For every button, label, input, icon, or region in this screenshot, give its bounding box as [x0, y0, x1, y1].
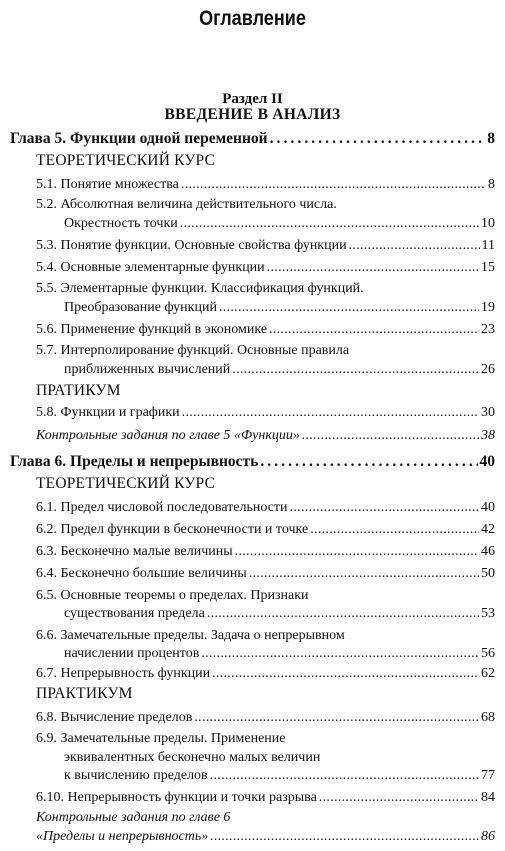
leader-dots: [194, 710, 479, 726]
leader-dots: [210, 768, 479, 784]
leader-dots: [207, 606, 479, 622]
entry-title: 6.3. Бесконечно малые величины: [36, 544, 233, 559]
toc-entry-6-7[interactable]: [36, 666, 495, 682]
toc-heading: Оглавление: [199, 7, 306, 30]
page-number: 23: [481, 322, 495, 337]
toc-entry-5-7-line1: 5.7. Интерполирование функций. Основные правила: [36, 343, 350, 358]
leader-dots: [267, 260, 479, 276]
toc-entry-5-6[interactable]: [36, 322, 495, 338]
entry-title: Преобразование функций: [64, 300, 217, 315]
entry-title: 5.4. Основные элементарные функции: [36, 260, 265, 275]
page-number: 10: [481, 216, 495, 231]
leader-dots: [290, 500, 479, 516]
chapter-title: Глава 6. Пределы и непрерывность: [10, 453, 259, 470]
entry-title: 5.1. Понятие множества: [36, 177, 179, 192]
toc-entry-5-2[interactable]: [64, 216, 495, 232]
leader-dots: [210, 829, 479, 845]
leader-dots: [201, 646, 479, 662]
entry-title: 5.8. Функции и графики: [36, 405, 180, 420]
toc-entry-control-6-line1: Контрольные задания по главе 6: [36, 810, 231, 825]
toc-entry-5-5[interactable]: [64, 300, 495, 316]
theory-label: ТЕОРЕТИЧЕСКИЙ КУРС: [36, 475, 216, 492]
toc-entry-control-5[interactable]: [36, 428, 495, 444]
page-number: 15: [481, 260, 495, 275]
section-label: Раздел II: [222, 91, 283, 107]
chapter-title: Глава 5. Функции одной переменной: [10, 130, 268, 147]
leader-dots: [269, 322, 479, 338]
toc-entry-6-6-line1: 6.6. Замечательные пределы. Задача о непрерывном: [36, 628, 345, 643]
entry-title: существования предела: [64, 606, 205, 621]
entry-title: приближенных вычислений: [64, 362, 231, 377]
toc-entry-6-9-line2: эквивалентных бесконечно малых величин: [64, 750, 321, 765]
page-number: 62: [481, 666, 495, 681]
entry-title: начислении процентов: [64, 646, 200, 661]
leader-dots: [249, 566, 479, 582]
leader-dots: [319, 790, 479, 806]
toc-entry-6-6[interactable]: [64, 646, 495, 662]
entry-title: 6.2. Предел функции в бесконечности и точке: [36, 522, 309, 537]
toc-entry-6-10[interactable]: [36, 790, 495, 806]
page-number: 68: [481, 710, 495, 725]
page-number: 40: [481, 500, 495, 515]
page-number: 46: [481, 544, 495, 559]
toc-entry-5-5-line1: 5.5. Элементарные функции. Классификация функций.: [36, 281, 364, 296]
leader-dots: [260, 453, 477, 471]
toc-entry-6-5-line1: 6.5. Основные теоремы о пределах. Признаки: [36, 588, 309, 603]
toc-entry-6-9-line1: 6.9. Замечательные пределы. Применение: [36, 731, 286, 746]
page-number: 53: [481, 606, 495, 621]
entry-title: «Пределы и непрерывность»: [36, 829, 209, 844]
leader-dots: [235, 544, 479, 560]
practice-label: ПРАКТИКУМ: [36, 685, 133, 702]
toc-entry-5-7[interactable]: [64, 362, 495, 378]
page-number: 19: [481, 300, 495, 315]
leader-dots: [212, 666, 479, 682]
page-number: 86: [481, 829, 495, 844]
toc-entry-6-1[interactable]: [36, 500, 495, 516]
entry-title: 6.7. Непрерывность функции: [36, 666, 211, 681]
toc-entry-6-8[interactable]: [36, 710, 495, 726]
chapter-6-entry[interactable]: [10, 453, 495, 471]
toc-entry-5-1[interactable]: [36, 177, 495, 193]
page-number: 26: [481, 362, 495, 377]
toc-entry-6-4[interactable]: [36, 566, 495, 582]
page-number: 38: [481, 428, 495, 443]
toc-entry-6-5[interactable]: [64, 606, 495, 622]
toc-entry-6-9[interactable]: [64, 768, 495, 784]
page-number: 42: [481, 522, 495, 537]
leader-dots: [232, 362, 479, 378]
page-number: 8: [487, 130, 495, 147]
entry-title: 5.3. Понятие функции. Основные свойства функции: [36, 238, 347, 253]
entry-title: Контрольные задания по главе 5 «Функции»: [36, 428, 300, 443]
page-number: 77: [481, 768, 495, 783]
toc-entry-5-4[interactable]: [36, 260, 495, 276]
leader-dots: [302, 428, 479, 444]
entry-title: 6.8. Вычисление пределов: [36, 710, 193, 725]
practice-label: ПРАТИКУМ: [36, 382, 121, 399]
page-number: 56: [481, 646, 495, 661]
entry-title: 5.6. Применение функций в экономике: [36, 322, 268, 337]
page-number: 40: [479, 453, 495, 470]
page-number: 11: [481, 238, 495, 253]
leader-dots: [310, 522, 479, 538]
entry-title: к вычислению пределов: [64, 768, 208, 783]
page-number: 84: [481, 790, 495, 805]
section-title: ВВЕДЕНИЕ В АНАЛИЗ: [164, 106, 341, 123]
page-number: 50: [481, 566, 495, 581]
entry-title: 6.10. Непрерывность функции и точки разрыва: [36, 790, 317, 805]
leader-dots: [219, 300, 479, 316]
toc-entry-6-3[interactable]: [36, 544, 495, 560]
page-number: 8: [488, 177, 495, 192]
page-number: 30: [481, 405, 495, 420]
entry-title: Окрестность точки: [64, 216, 178, 231]
theory-label: ТЕОРЕТИЧЕСКИЙ КУРС: [36, 152, 216, 169]
toc-entry-control-6[interactable]: [36, 829, 495, 845]
toc-entry-6-2[interactable]: [36, 522, 495, 538]
chapter-5-entry[interactable]: [10, 130, 495, 148]
toc-entry-5-3[interactable]: [36, 238, 495, 254]
leader-dots: [349, 238, 480, 254]
leader-dots: [182, 405, 479, 421]
entry-title: 6.4. Бесконечно большие величины: [36, 566, 247, 581]
toc-entry-5-8[interactable]: [36, 405, 495, 421]
leader-dots: [270, 130, 486, 148]
leader-dots: [181, 177, 486, 193]
leader-dots: [180, 216, 479, 232]
entry-title: 6.1. Предел числовой последовательности: [36, 500, 288, 515]
toc-entry-5-2-line1: 5.2. Абсолютная величина действительного числа.: [36, 197, 337, 212]
